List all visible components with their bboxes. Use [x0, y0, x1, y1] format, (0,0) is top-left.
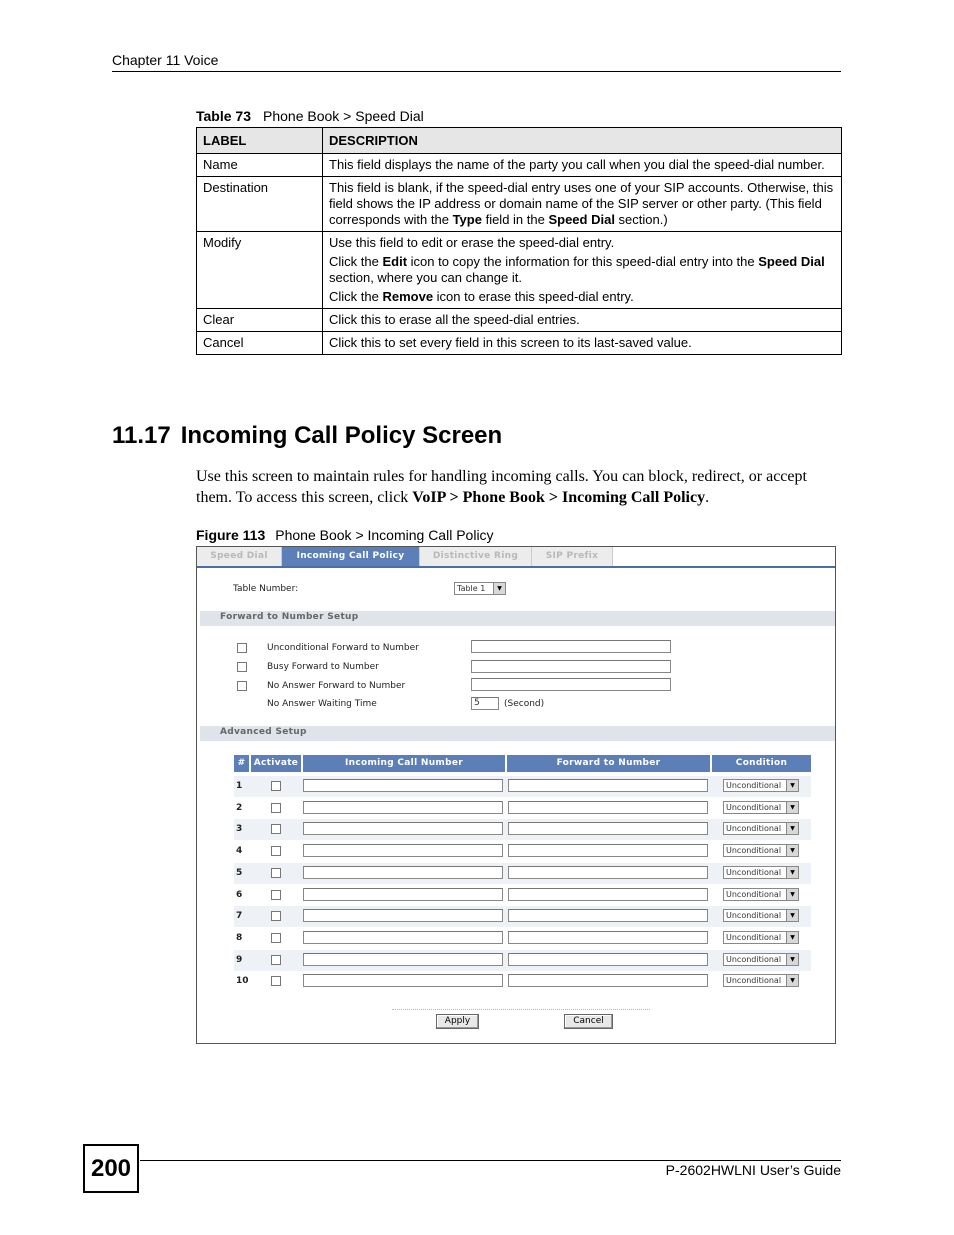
chevron-down-icon: ▼ — [786, 780, 798, 791]
row-number: 6 — [236, 889, 243, 900]
desc-text: icon to erase this speed-dial entry. — [433, 289, 634, 304]
forward-number-input[interactable] — [508, 866, 708, 879]
advanced-section-title: Advanced Setup — [220, 727, 307, 737]
table-number-value: Table 1 — [457, 584, 486, 593]
condition-value: Unconditional — [726, 976, 782, 986]
tab-incoming-call-policy[interactable]: Incoming Call Policy — [282, 547, 420, 566]
incoming-number-input[interactable] — [303, 909, 503, 922]
forward-number-input[interactable] — [508, 822, 708, 835]
running-header: Chapter 11 Voice — [112, 52, 219, 68]
tab-distinctive-ring[interactable]: Distinctive Ring — [420, 547, 532, 566]
condition-select[interactable] — [723, 866, 799, 879]
incoming-number-input[interactable] — [303, 822, 503, 835]
forward-section-bar — [200, 611, 835, 626]
desc-bold: Speed Dial — [548, 212, 615, 227]
desc-bold: Remove — [382, 289, 434, 304]
row-label: Name — [197, 154, 323, 177]
row-number: 10 — [236, 976, 249, 987]
activate-checkbox[interactable] — [271, 846, 281, 856]
cancel-button[interactable]: Cancel — [564, 1014, 613, 1029]
condition-select[interactable] — [723, 953, 799, 966]
intro-paragraph — [196, 466, 836, 508]
forward-number-input[interactable] — [508, 844, 708, 857]
col-label-header: LABEL — [197, 128, 323, 154]
tab-bar — [197, 547, 835, 567]
desc-paragraph: Use this field to edit or erase the speed-dial entry. — [329, 235, 615, 250]
table-caption — [196, 108, 424, 124]
forward-number-input[interactable] — [508, 779, 708, 792]
section-number: 11.17 — [112, 422, 171, 449]
activate-checkbox[interactable] — [271, 868, 281, 878]
chevron-down-icon: ▼ — [786, 802, 798, 813]
condition-value: Unconditional — [726, 932, 782, 942]
forward-number-input[interactable] — [508, 909, 708, 922]
row-number: 5 — [236, 867, 243, 878]
row-description: This field displays the name of the party you call when you dial the speed-dial number. — [323, 154, 842, 177]
desc-paragraph — [329, 254, 835, 286]
row-description: Click this to erase all the speed-dial entries. — [323, 309, 842, 332]
row-description — [323, 232, 842, 309]
section-title: Incoming Call Policy Screen — [180, 422, 503, 449]
chevron-down-icon: ▼ — [786, 889, 798, 900]
table-row — [234, 971, 811, 992]
row-label: Cancel — [197, 332, 323, 355]
activate-checkbox[interactable] — [271, 976, 281, 986]
incoming-number-input[interactable] — [303, 779, 503, 792]
table-row — [234, 841, 811, 862]
condition-select[interactable] — [723, 931, 799, 944]
incoming-number-input[interactable] — [303, 866, 503, 879]
chevron-down-icon: ▼ — [786, 975, 798, 986]
button-divider — [392, 1009, 650, 1010]
waiting-time-unit: (Second) — [504, 699, 545, 709]
condition-select[interactable] — [723, 974, 799, 987]
busy-forward-label: Busy Forward to Number — [267, 662, 379, 672]
row-label: Destination — [197, 177, 323, 232]
table-number-select[interactable] — [454, 582, 506, 595]
table-row — [234, 798, 811, 819]
intro-menu-path: VoIP > Phone Book > Incoming Call Policy — [412, 489, 706, 506]
advanced-section-bar — [200, 726, 835, 741]
footer-rule — [140, 1160, 841, 1161]
apply-button[interactable]: Apply — [436, 1014, 479, 1029]
forward-number-input[interactable] — [508, 888, 708, 901]
condition-value: Unconditional — [726, 824, 782, 834]
table-row — [197, 177, 842, 232]
activate-checkbox[interactable] — [271, 933, 281, 943]
incoming-number-input[interactable] — [303, 888, 503, 901]
chevron-down-icon: ▼ — [786, 845, 798, 856]
activate-checkbox[interactable] — [271, 803, 281, 813]
table-row — [234, 776, 811, 797]
desc-text: This field is blank, if the speed-dial entry uses one of your SIP accounts. Otherwise, this field shows the IP address or domain name of the SIP server or other party. (This field corresponds with the — [329, 180, 834, 227]
row-number: 7 — [236, 911, 243, 922]
no-answer-forward-label: No Answer Forward to Number — [267, 681, 406, 691]
condition-value: Unconditional — [726, 889, 782, 899]
chevron-down-icon: ▼ — [786, 910, 798, 921]
condition-value: Unconditional — [726, 846, 782, 856]
col-incoming-number-header: Incoming Call Number — [303, 755, 505, 772]
header-rule — [112, 71, 841, 72]
table-row — [234, 863, 811, 884]
tab-sip-prefix[interactable]: SIP Prefix — [532, 547, 613, 566]
col-description-header: DESCRIPTION — [323, 128, 842, 154]
col-activate-header: Activate — [251, 755, 301, 772]
forward-number-input[interactable] — [508, 974, 708, 987]
row-number: 9 — [236, 954, 243, 965]
figure-caption-title: Phone Book > Incoming Call Policy — [275, 527, 494, 543]
table-row — [197, 309, 842, 332]
table-number-label: Table Number: — [233, 584, 299, 594]
row-number: 2 — [236, 802, 243, 813]
busy-forward-checkbox[interactable] — [237, 662, 247, 672]
guide-title: P-2602HWLNI User’s Guide — [665, 1162, 841, 1178]
row-number: 8 — [236, 932, 243, 943]
desc-text: Click the — [329, 254, 383, 269]
desc-paragraph — [329, 289, 835, 305]
row-description — [323, 177, 842, 232]
activate-checkbox[interactable] — [271, 781, 281, 791]
tab-underline — [197, 566, 835, 568]
condition-value: Unconditional — [726, 802, 782, 812]
incoming-number-input[interactable] — [303, 844, 503, 857]
table-row — [234, 906, 811, 927]
waiting-time-input[interactable]: 5 — [471, 697, 499, 710]
table-row — [234, 928, 811, 949]
activate-checkbox[interactable] — [271, 890, 281, 900]
incoming-number-input[interactable] — [303, 801, 503, 814]
intro-text: . — [705, 489, 710, 506]
row-label: Clear — [197, 309, 323, 332]
unconditional-forward-input[interactable] — [471, 640, 671, 653]
no-answer-forward-checkbox[interactable] — [237, 681, 247, 691]
condition-value: Unconditional — [726, 954, 782, 964]
busy-forward-input[interactable] — [471, 660, 671, 673]
desc-text: field in the — [481, 212, 549, 227]
activate-checkbox[interactable] — [271, 911, 281, 921]
chevron-down-icon: ▼ — [786, 954, 798, 965]
table-row — [197, 154, 842, 177]
desc-text: icon to copy the information for this speed-dial entry into the — [407, 254, 759, 269]
page-number: 200 — [83, 1144, 139, 1193]
condition-value: Unconditional — [726, 911, 782, 921]
row-number: 1 — [236, 781, 243, 791]
incoming-number-input[interactable] — [303, 953, 503, 966]
row-number: 4 — [236, 846, 243, 857]
intro-text: Use this screen to maintain rules for handling incoming calls. You can block, redirect, or accept them. To access this screen, click — [196, 468, 807, 506]
forward-number-input[interactable] — [508, 931, 708, 944]
chevron-down-icon: ▼ — [786, 867, 798, 878]
desc-bold: Type — [452, 212, 482, 227]
table-row — [234, 950, 811, 971]
desc-text: section.) — [614, 212, 668, 227]
condition-select[interactable] — [723, 822, 799, 835]
incoming-number-input[interactable] — [303, 974, 503, 987]
desc-bold: Speed Dial — [758, 254, 825, 269]
incoming-number-input[interactable] — [303, 931, 503, 944]
row-description: Click this to set every field in this screen to its last-saved value. — [323, 332, 842, 355]
row-number: 3 — [236, 824, 243, 835]
table-row — [197, 232, 842, 309]
table-caption-title: Phone Book > Speed Dial — [263, 108, 424, 124]
col-condition-header: Condition — [712, 755, 811, 772]
waiting-time-label: No Answer Waiting Time — [267, 699, 377, 709]
condition-select[interactable] — [723, 909, 799, 922]
unconditional-forward-checkbox[interactable] — [237, 643, 247, 653]
desc-text: section, where you can change it. — [329, 270, 522, 285]
activate-checkbox[interactable] — [271, 955, 281, 965]
desc-bold: Edit — [382, 254, 408, 269]
figure-caption-number: Figure 113 — [196, 527, 266, 543]
col-number-header: # — [234, 755, 249, 772]
forward-section-title: Forward to Number Setup — [220, 612, 359, 622]
forward-number-input[interactable] — [508, 801, 708, 814]
condition-select[interactable] — [723, 888, 799, 901]
tab-speed-dial[interactable]: Speed Dial — [197, 547, 282, 566]
table-row — [234, 885, 811, 906]
speed-dial-table — [196, 127, 842, 355]
desc-text: Click the — [329, 289, 383, 304]
incoming-call-policy-screenshot — [196, 546, 836, 1044]
no-answer-forward-input[interactable] — [471, 678, 671, 691]
row-label: Modify — [197, 232, 323, 309]
table-header-row — [197, 128, 842, 154]
chevron-down-icon: ▼ — [493, 583, 505, 594]
forward-number-input[interactable] — [508, 953, 708, 966]
table-row — [197, 332, 842, 355]
figure-caption — [196, 527, 494, 543]
activate-checkbox[interactable] — [271, 824, 281, 834]
section-heading — [112, 422, 512, 450]
col-forward-number-header: Forward to Number — [507, 755, 710, 772]
table-row — [234, 819, 811, 840]
condition-select[interactable] — [723, 844, 799, 857]
condition-value: Unconditional — [726, 867, 782, 877]
condition-select[interactable] — [723, 779, 799, 792]
chevron-down-icon: ▼ — [786, 823, 798, 834]
chevron-down-icon: ▼ — [786, 932, 798, 943]
condition-value: Unconditional — [726, 781, 782, 790]
table-caption-number: Table 73 — [196, 108, 251, 124]
condition-select[interactable] — [723, 801, 799, 814]
unconditional-forward-label: Unconditional Forward to Number — [267, 643, 419, 653]
